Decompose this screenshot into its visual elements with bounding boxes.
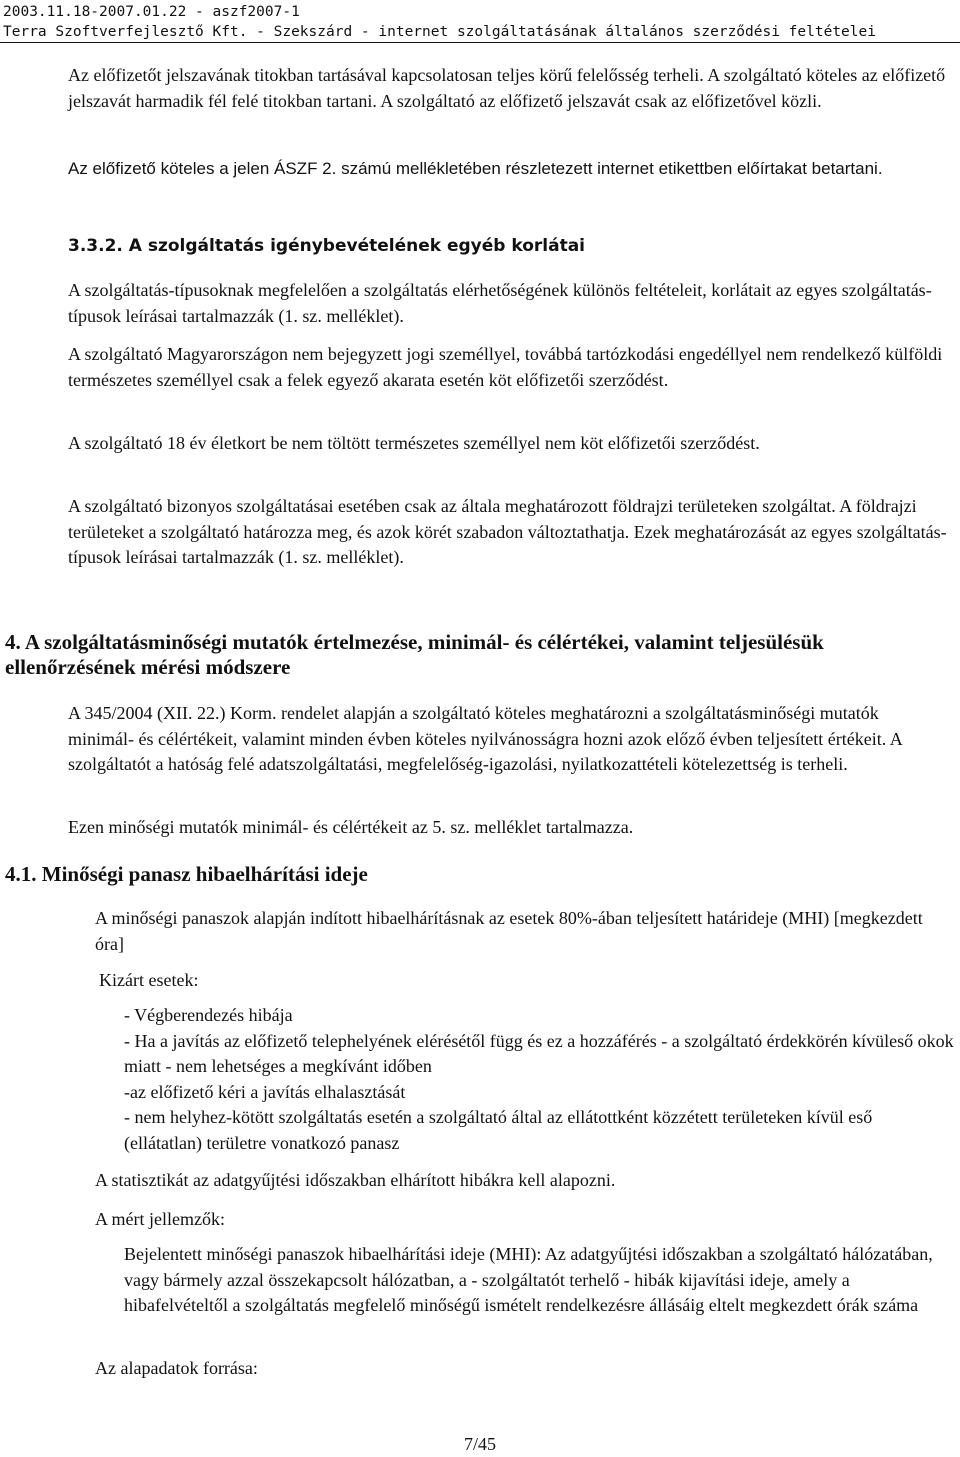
header-title-line: Terra Szoftverfejlesztő Kft. - Szekszárd - internet szolgáltatásának általános szerződési feltételei — [3, 24, 876, 40]
section-4-1-heading: 4.1. Minőségi panasz hibaelhárítási ideje — [5, 862, 368, 886]
intro-paragraph-2: Az előfizető köteles a jelen ÁSZF 2. számú mellékletében részletezett internet etikettben előírtakat betartani. — [68, 159, 883, 178]
list-item: -az előfizető kéri a javítás elhalasztását — [124, 1081, 406, 1102]
s332-paragraph-3: A szolgáltató 18 év életkort be nem töltött természetes személlyel nem köt előfizetői szerződést. — [68, 433, 760, 453]
s41-source-label: Az alapadatok forrása: — [95, 1358, 258, 1378]
list-item: - Végberendezés hibája — [124, 1005, 293, 1025]
header-divider — [0, 42, 960, 43]
s41-excluded-list — [124, 1003, 954, 1156]
header-date-line: 2003.11.18-2007.01.22 - aszf2007-1 — [3, 4, 300, 20]
list-item: - Ha a javítás az előfizető telephelyének elérésétől függ és ez a hozzáférés - a szolgáltató érdekkörén kívüleső okok miatt - nem lehetséges a megkívánt időben — [124, 1030, 954, 1076]
s4-paragraph-2: Ezen minőségi mutatók minimál- és célértékeit az 5. sz. melléklet tartalmazza. — [68, 817, 634, 837]
s332-paragraph-4: A szolgáltató bizonyos szolgáltatásai esetében csak az általa meghatározott földrajzi területeken szolgáltat. A földrajzi területeket a szolgáltató határozza meg, és azok körét szabadon változtathatja. Ezek meghatározását az egyes szolgáltatás-típusok leírásai tartalmazzák (1. sz. melléklet). — [68, 496, 947, 567]
list-item: - nem helyhez-kötött szolgáltatás esetén a szolgáltató által az ellátottként közzétett területeken kívül eső (ellátatlan) területre vonatkozó panasz — [124, 1107, 873, 1153]
s41-definition: A minőségi panaszok alapján indított hibaelhárításnak az esetek 80%-ában teljesített határideje (MHI) [megkezdett óra] — [95, 908, 923, 954]
section-3-3-2-heading: 3.3.2. A szolgáltatás igénybevételének egyéb korlátai — [68, 236, 585, 256]
page-number: 7/45 — [463, 1434, 496, 1454]
s4-paragraph-1: A 345/2004 (XII. 22.) Korm. rendelet alapján a szolgáltató köteles meghatározni a szolgáltatásminőségi mutatók minimál- és célértékeit, valamint minden évben köteles nyilvánosságra hozni azok előző évben teljesített értékeit. A szolgáltatót a hatóság felé adatszolgáltatási, megfelelőség-igazolási, nyilatkozattételi kötelezettség is terheli. — [68, 703, 902, 774]
s41-statistics: A statisztikát az adatgyűjtési időszakban elhárított hibákra kell alapozni. — [95, 1170, 616, 1190]
s41-measured-label: A mért jellemzők: — [95, 1209, 225, 1229]
section-4-heading: 4. A szolgáltatásminőségi mutatók értelmezése, minimál- és célértékei, valamint teljesülésük ellenőrzésének mérési módszere — [5, 630, 824, 679]
s41-measured-text: Bejelentett minőségi panaszok hibaelhárítási ideje (MHI): Az adatgyűjtési időszakban a szolgáltató hálózatában, vagy bármely azzal összekapcsolt hálózatban, a - szolgáltatót terhelő - hibák kijavítási ideje, amely a hibafelvételtől a szolgáltatás megfelelő minőségű ismételt rendelkezésre állásáig eltelt megkezdett órák száma — [124, 1244, 933, 1315]
s41-excluded-label: Kizárt esetek: — [99, 970, 199, 990]
page-header — [3, 2, 876, 42]
s332-paragraph-2: A szolgáltató Magyarországon nem bejegyzett jogi személlyel, továbbá tartózkodási engedéllyel nem rendelkező külföldi természetes személlyel csak a felek egyező akarata esetén köt előfizetői szerződést. — [68, 344, 943, 390]
intro-paragraph-1: Az előfizetőt jelszavának titokban tartásával kapcsolatosan teljes körű felelősség terheli. A szolgáltató köteles az előfizető jelszavát harmadik fél felé titokban tartani. A szolgáltató az előfizető jelszavát csak az előfizetővel közli. — [68, 65, 946, 111]
s332-paragraph-1: A szolgáltatás-típusoknak megfelelően a szolgáltatás elérhetőségének különös feltételeit, korlátait az egyes szolgáltatás-típusok leírásai tartalmazzák (1. sz. melléklet). — [68, 280, 932, 326]
